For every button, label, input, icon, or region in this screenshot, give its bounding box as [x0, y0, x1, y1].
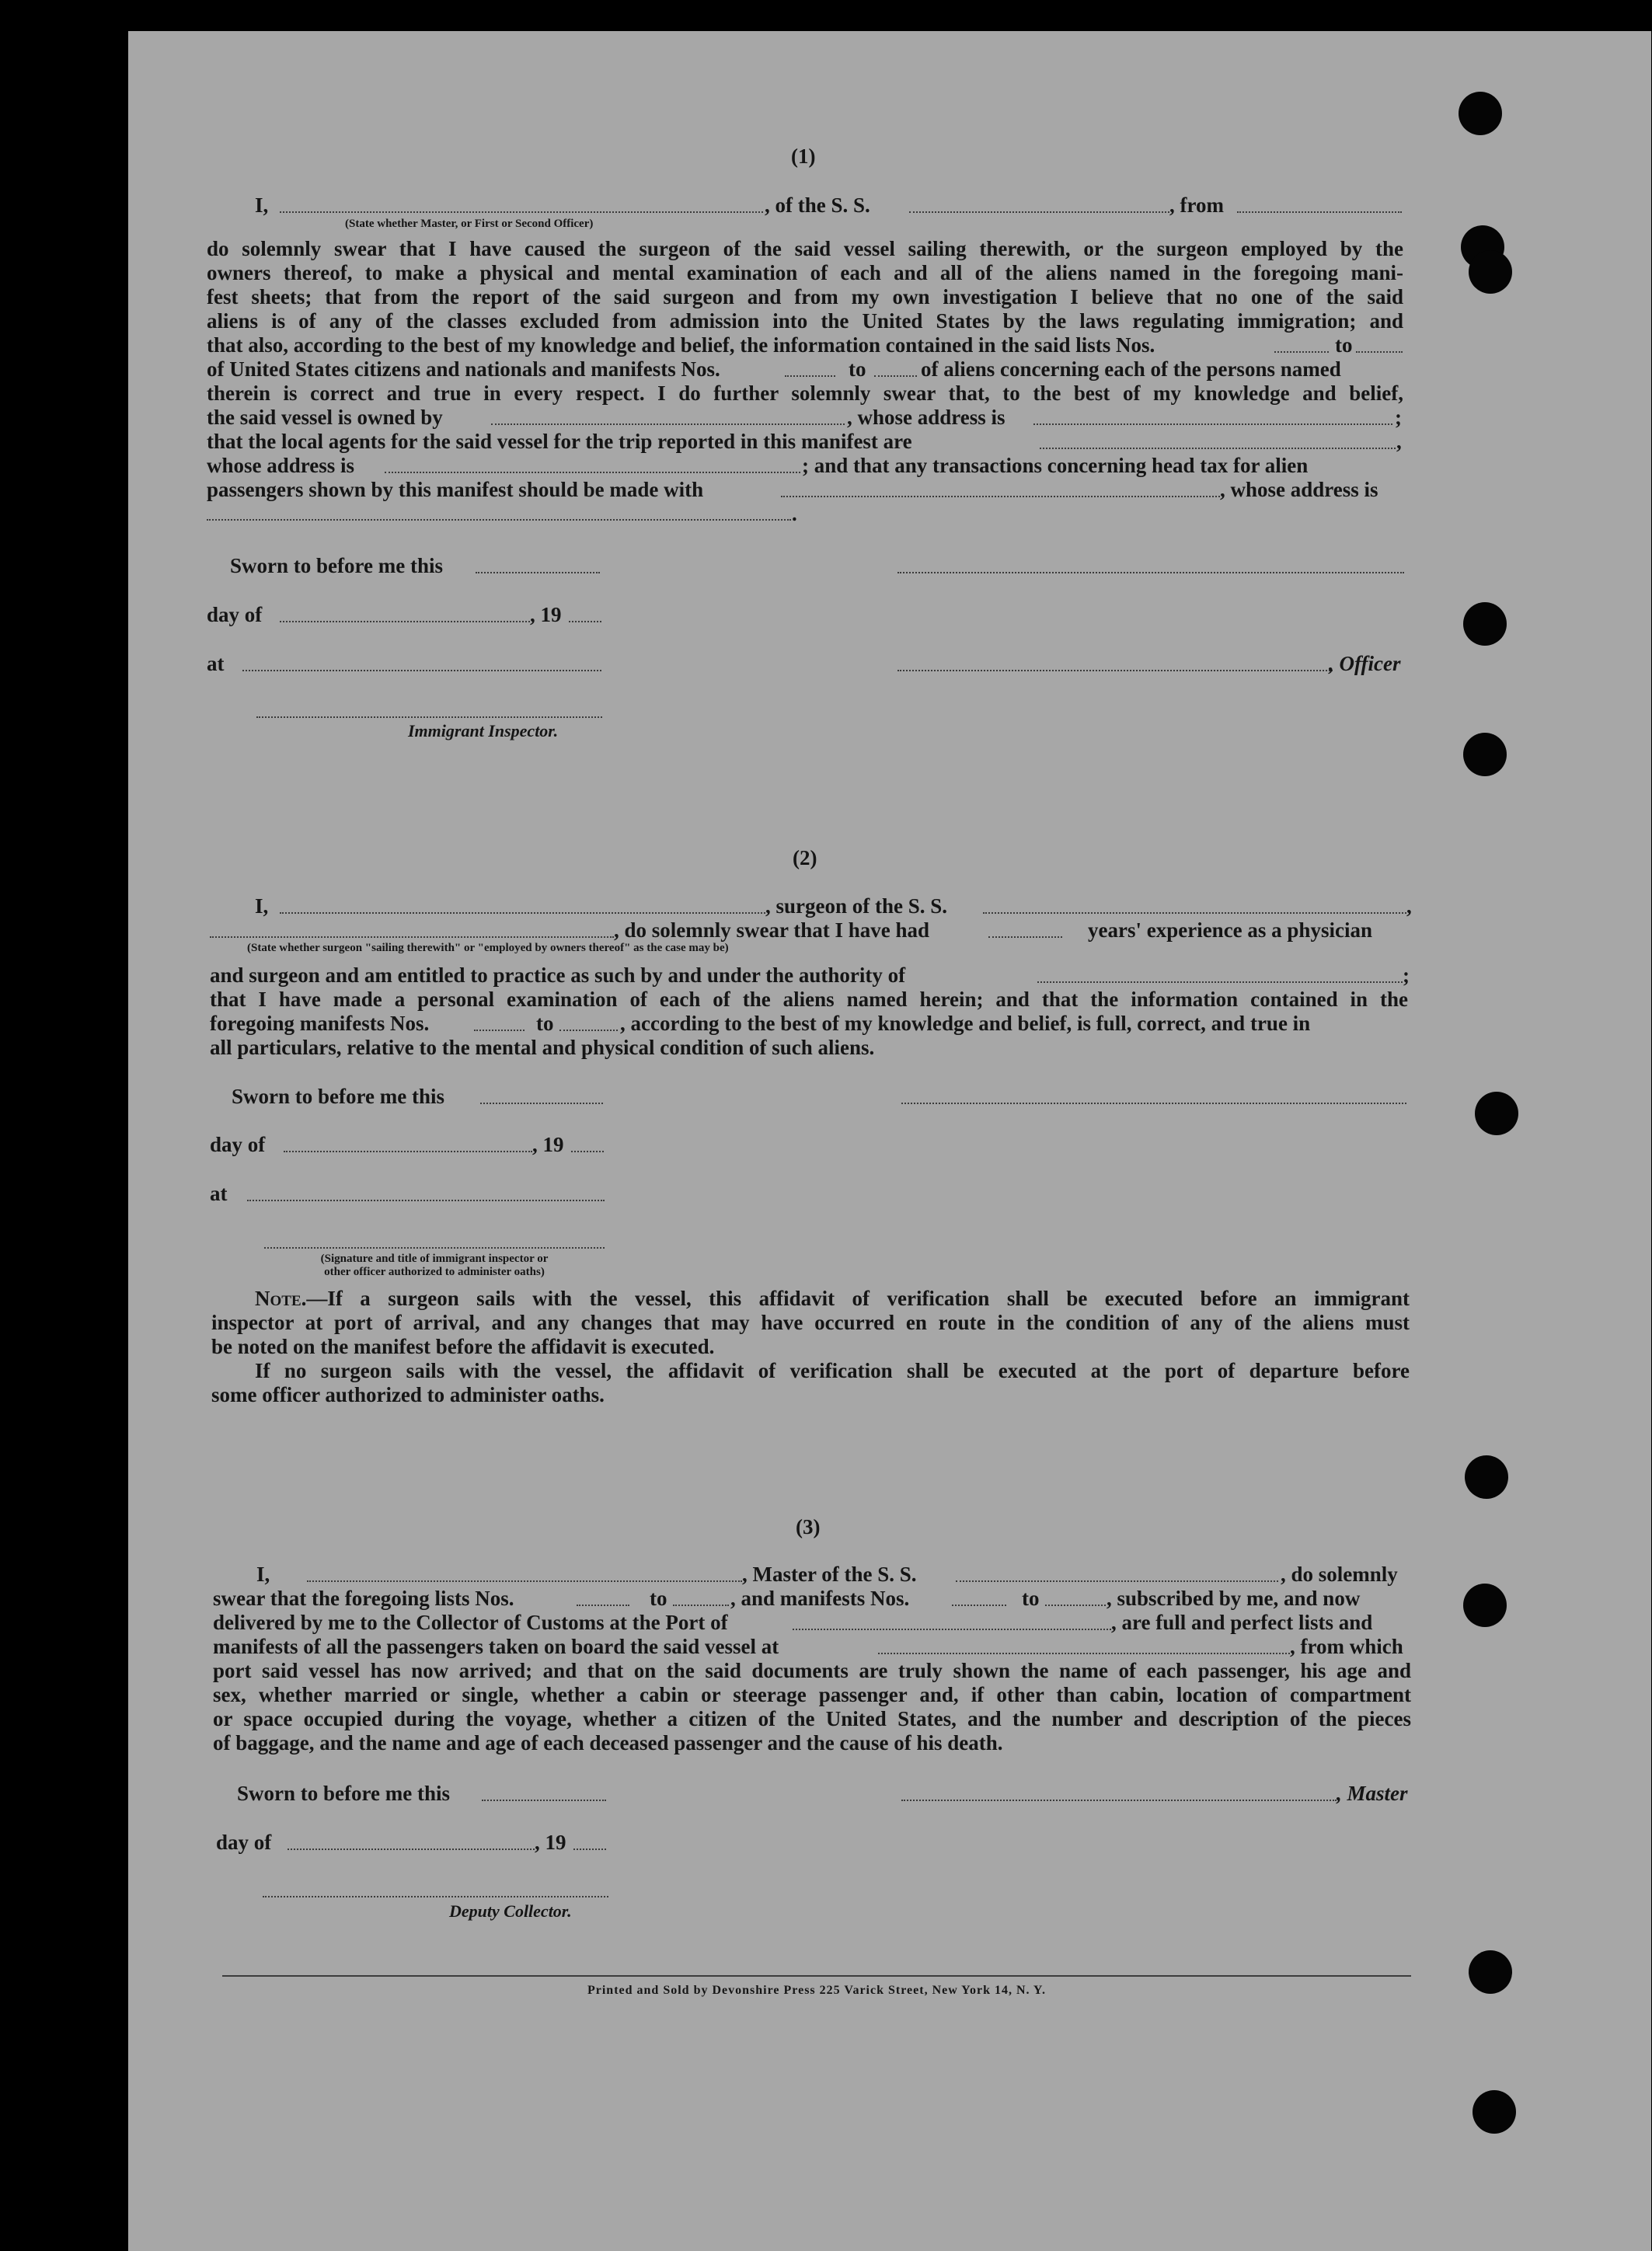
section-1-text: ;	[1395, 406, 1402, 429]
surgeon-name-line	[280, 912, 765, 914]
year-line	[573, 1849, 606, 1850]
section-2-text: to	[536, 1012, 554, 1035]
section-3-text: port said vessel has now arrived; and that on the said documents are truly shown the name of each passenger, his age and	[213, 1659, 1411, 1682]
surgeon-status-line	[210, 936, 614, 938]
at-place-line	[242, 670, 601, 671]
section-1-text: therein is correct and true in every respect. I do further solemnly swear that, to the best of my knowledge and belief,	[207, 382, 1403, 405]
vessel-name-line	[909, 211, 1169, 213]
section-1-text: aliens is of any of the classes excluded from admission into the United States by the laws regulating immigration; and	[207, 309, 1403, 333]
section-1-text: , whose address is	[1220, 478, 1378, 501]
signature-note: (Signature and title of immigrant inspector or	[320, 1253, 549, 1265]
section-1-text: ; and that any transactions concerning head tax for alien	[802, 454, 1309, 477]
section-1-text: to	[1335, 333, 1353, 357]
section-3-text: , subscribed by me, and now	[1107, 1587, 1361, 1610]
punch-hole	[1463, 733, 1507, 776]
section-3-text: sex, whether married or single, whether a cabin or steerage passenger and, if other than cabin, location of compartment	[213, 1683, 1411, 1706]
state-note: (State whether Master, or First or Second Officer)	[345, 218, 594, 230]
officer-label: , Officer	[1329, 652, 1401, 675]
note-label: Note.	[255, 1287, 307, 1310]
inspector-signature-line	[256, 716, 602, 718]
section-2-text: , according to the best of my knowledge and belief, is full, correct, and true in	[620, 1012, 1311, 1035]
sworn-label: Sworn to before me this	[230, 554, 443, 577]
year-line	[569, 621, 601, 622]
lists-from-line	[1274, 351, 1329, 353]
punch-hole	[1463, 602, 1507, 646]
vessel-name-line	[956, 1580, 1278, 1582]
lists-to-line	[673, 1605, 729, 1606]
section-1-text: , whose address is	[847, 406, 1005, 429]
section-2-heading: (2)	[793, 846, 817, 869]
section-3-heading: (3)	[796, 1515, 821, 1538]
collector-label: Deputy Collector.	[449, 1901, 572, 1921]
year-line	[571, 1151, 604, 1152]
section-1-heading: (1)	[791, 145, 816, 168]
manifests-from-line	[785, 375, 835, 377]
signature-note: other officer authorized to administer oaths)	[324, 1266, 545, 1278]
port-line	[793, 1629, 1111, 1630]
section-2-text: all particulars, relative to the mental and physical condition of such aliens.	[210, 1036, 875, 1059]
punch-hole	[1469, 1950, 1512, 1994]
master-label: , Master	[1337, 1782, 1408, 1805]
punch-hole	[1463, 1584, 1507, 1627]
inspector-label: Immigrant Inspector.	[408, 721, 559, 740]
master-name-line	[280, 211, 763, 213]
punch-hole	[1465, 1455, 1508, 1499]
collector-signature-line	[263, 1896, 608, 1897]
note-line	[255, 1287, 1410, 1311]
section-1-text: of aliens concerning each of the persons named	[921, 357, 1341, 381]
do-swear: , do solemnly	[1281, 1563, 1398, 1586]
agents-line	[1040, 448, 1396, 449]
label-i: I,	[255, 894, 269, 918]
section-3-text: of baggage, and the name and age of each deceased passenger and the cause of his death.	[213, 1731, 1003, 1754]
section-3-text: to	[650, 1587, 667, 1610]
section-3-text: delivered by me to the Collector of Customs at the Port of	[213, 1611, 728, 1634]
head-tax-address-line	[207, 519, 791, 521]
note-text: inspector at port of arrival, and any changes that may have occurred en route in the condition of any of the aliens must	[211, 1311, 1410, 1334]
boarding-port-line	[878, 1653, 1290, 1654]
master-name-line	[307, 1580, 742, 1582]
section-3-text: to	[1022, 1587, 1040, 1610]
label-of-ss: , of the S. S.	[765, 193, 870, 217]
section-3-text: , are full and perfect lists and	[1111, 1611, 1373, 1634]
master-signature-line	[901, 1800, 1337, 1801]
authority-line	[1037, 981, 1403, 983]
section-1-text: owners thereof, to make a physical and mental examination of each and all of the aliens named in the foregoing mani-	[207, 261, 1403, 284]
section-2-text: ;	[1403, 963, 1410, 987]
manifest-from-line	[474, 1030, 525, 1031]
section-2-text: and surgeon and am entitled to practice as such by and under the authority of	[210, 963, 906, 987]
sworn-date-line	[482, 1800, 606, 1801]
punch-hole	[1473, 2090, 1516, 2134]
year-label: , 19	[535, 1831, 566, 1854]
day-line	[288, 1849, 535, 1850]
surgeon-signature-line	[901, 1103, 1406, 1104]
section-1-text: whose address is	[207, 454, 355, 477]
head-tax-line	[781, 496, 1220, 497]
section-1-text: that the local agents for the said vessel for the trip reported in this manifest are	[207, 430, 912, 453]
note-text: some officer authorized to administer oaths.	[211, 1383, 605, 1406]
section-1-text: of United States citizens and nationals and manifests Nos.	[207, 357, 720, 381]
section-1-text: fest sheets; that from the report of the said surgeon and from my own investigation I believe that no one of the said	[207, 285, 1403, 308]
surgeon-vessel-line	[983, 912, 1406, 914]
from-port-line	[1237, 211, 1402, 213]
label-i: I,	[256, 1563, 270, 1586]
section-1-text: the said vessel is owned by	[207, 406, 443, 429]
day-of-label: day of	[210, 1133, 266, 1156]
day-line	[280, 621, 530, 622]
officer-line	[897, 670, 1333, 671]
section-1-text: ,	[1396, 430, 1402, 453]
years-line	[988, 936, 1062, 938]
section-3-text: , from which	[1290, 1635, 1403, 1658]
manifests-to-line	[1045, 1605, 1106, 1606]
sworn-date-line	[480, 1103, 603, 1104]
punch-hole	[1459, 92, 1502, 135]
swear-text: , do solemnly swear that I have had	[614, 918, 930, 942]
manifest-to-line	[559, 1030, 618, 1031]
sworn-date-line	[476, 572, 600, 573]
label-master-of: , Master of the S. S.	[742, 1563, 917, 1586]
manifests-from-line	[952, 1605, 1006, 1606]
section-3-text: , and manifests Nos.	[730, 1587, 910, 1610]
state-note: (State whether surgeon "sailing therewith" or "employed by owners thereof" as the case may be)	[247, 942, 729, 954]
section-1-text: do solemnly swear that I have caused the surgeon of the said vessel sailing therewith, or the surgeon employed by the	[207, 237, 1403, 260]
punch-hole	[1469, 250, 1512, 294]
lists-to-line	[1356, 351, 1403, 353]
inspector-signature-line	[264, 1247, 605, 1249]
section-2-text: foregoing manifests Nos.	[210, 1012, 430, 1035]
note-text: If no surgeon sails with the vessel, the affidavit of verification shall be executed at the port of departure before	[255, 1359, 1410, 1382]
owner-address-line	[1033, 423, 1392, 425]
day-line	[284, 1151, 532, 1152]
section-1-text: passengers shown by this manifest should be made with	[207, 478, 704, 501]
agents-address-line	[385, 472, 800, 473]
day-of-label: day of	[207, 603, 263, 626]
year-label: , 19	[530, 603, 562, 626]
section-3-text: swear that the foregoing lists Nos.	[213, 1587, 514, 1610]
section-1-text: to	[849, 357, 866, 381]
section-1-text: .	[792, 502, 797, 525]
years-text: years' experience as a physician	[1088, 918, 1372, 942]
year-label: , 19	[532, 1133, 564, 1156]
section-1-text: that also, according to the best of my knowledge and belief, the information contained in the said lists Nos.	[207, 333, 1155, 357]
day-of-label: day of	[216, 1831, 272, 1854]
sworn-label: Sworn to before me this	[237, 1782, 450, 1805]
section-2-text: that I have made a personal examination of each of the aliens named herein; and that the information contained in the	[210, 988, 1408, 1011]
label-from: , from	[1169, 193, 1224, 217]
manifests-to-line	[874, 375, 917, 377]
section-3-text: or space occupied during the voyage, whether a citizen of the United States, and the number and description of the pieces	[213, 1707, 1411, 1730]
at-label: at	[210, 1182, 228, 1205]
signature-line	[897, 572, 1404, 573]
label-i: I,	[255, 193, 269, 217]
punch-hole	[1475, 1092, 1518, 1135]
footer-rule	[222, 1975, 1411, 1977]
note-text: —If a surgeon sails with the vessel, this affidavit of verification shall be executed before an immigrant	[306, 1287, 1410, 1310]
label-surgeon-of: , surgeon of the S. S.	[765, 894, 948, 918]
printer-imprint: Printed and Sold by Devonshire Press 225 Varick Street, New York 14, N. Y.	[587, 1984, 1047, 1997]
at-place-line	[247, 1200, 605, 1201]
sworn-label: Sworn to before me this	[232, 1085, 444, 1108]
lists-from-line	[577, 1605, 629, 1606]
comma: ,	[1406, 894, 1412, 918]
at-label: at	[207, 652, 225, 675]
owner-line	[491, 423, 845, 425]
note-text: be noted on the manifest before the affidavit is executed.	[211, 1335, 715, 1358]
section-3-text: manifests of all the passengers taken on board the said vessel at	[213, 1635, 779, 1658]
